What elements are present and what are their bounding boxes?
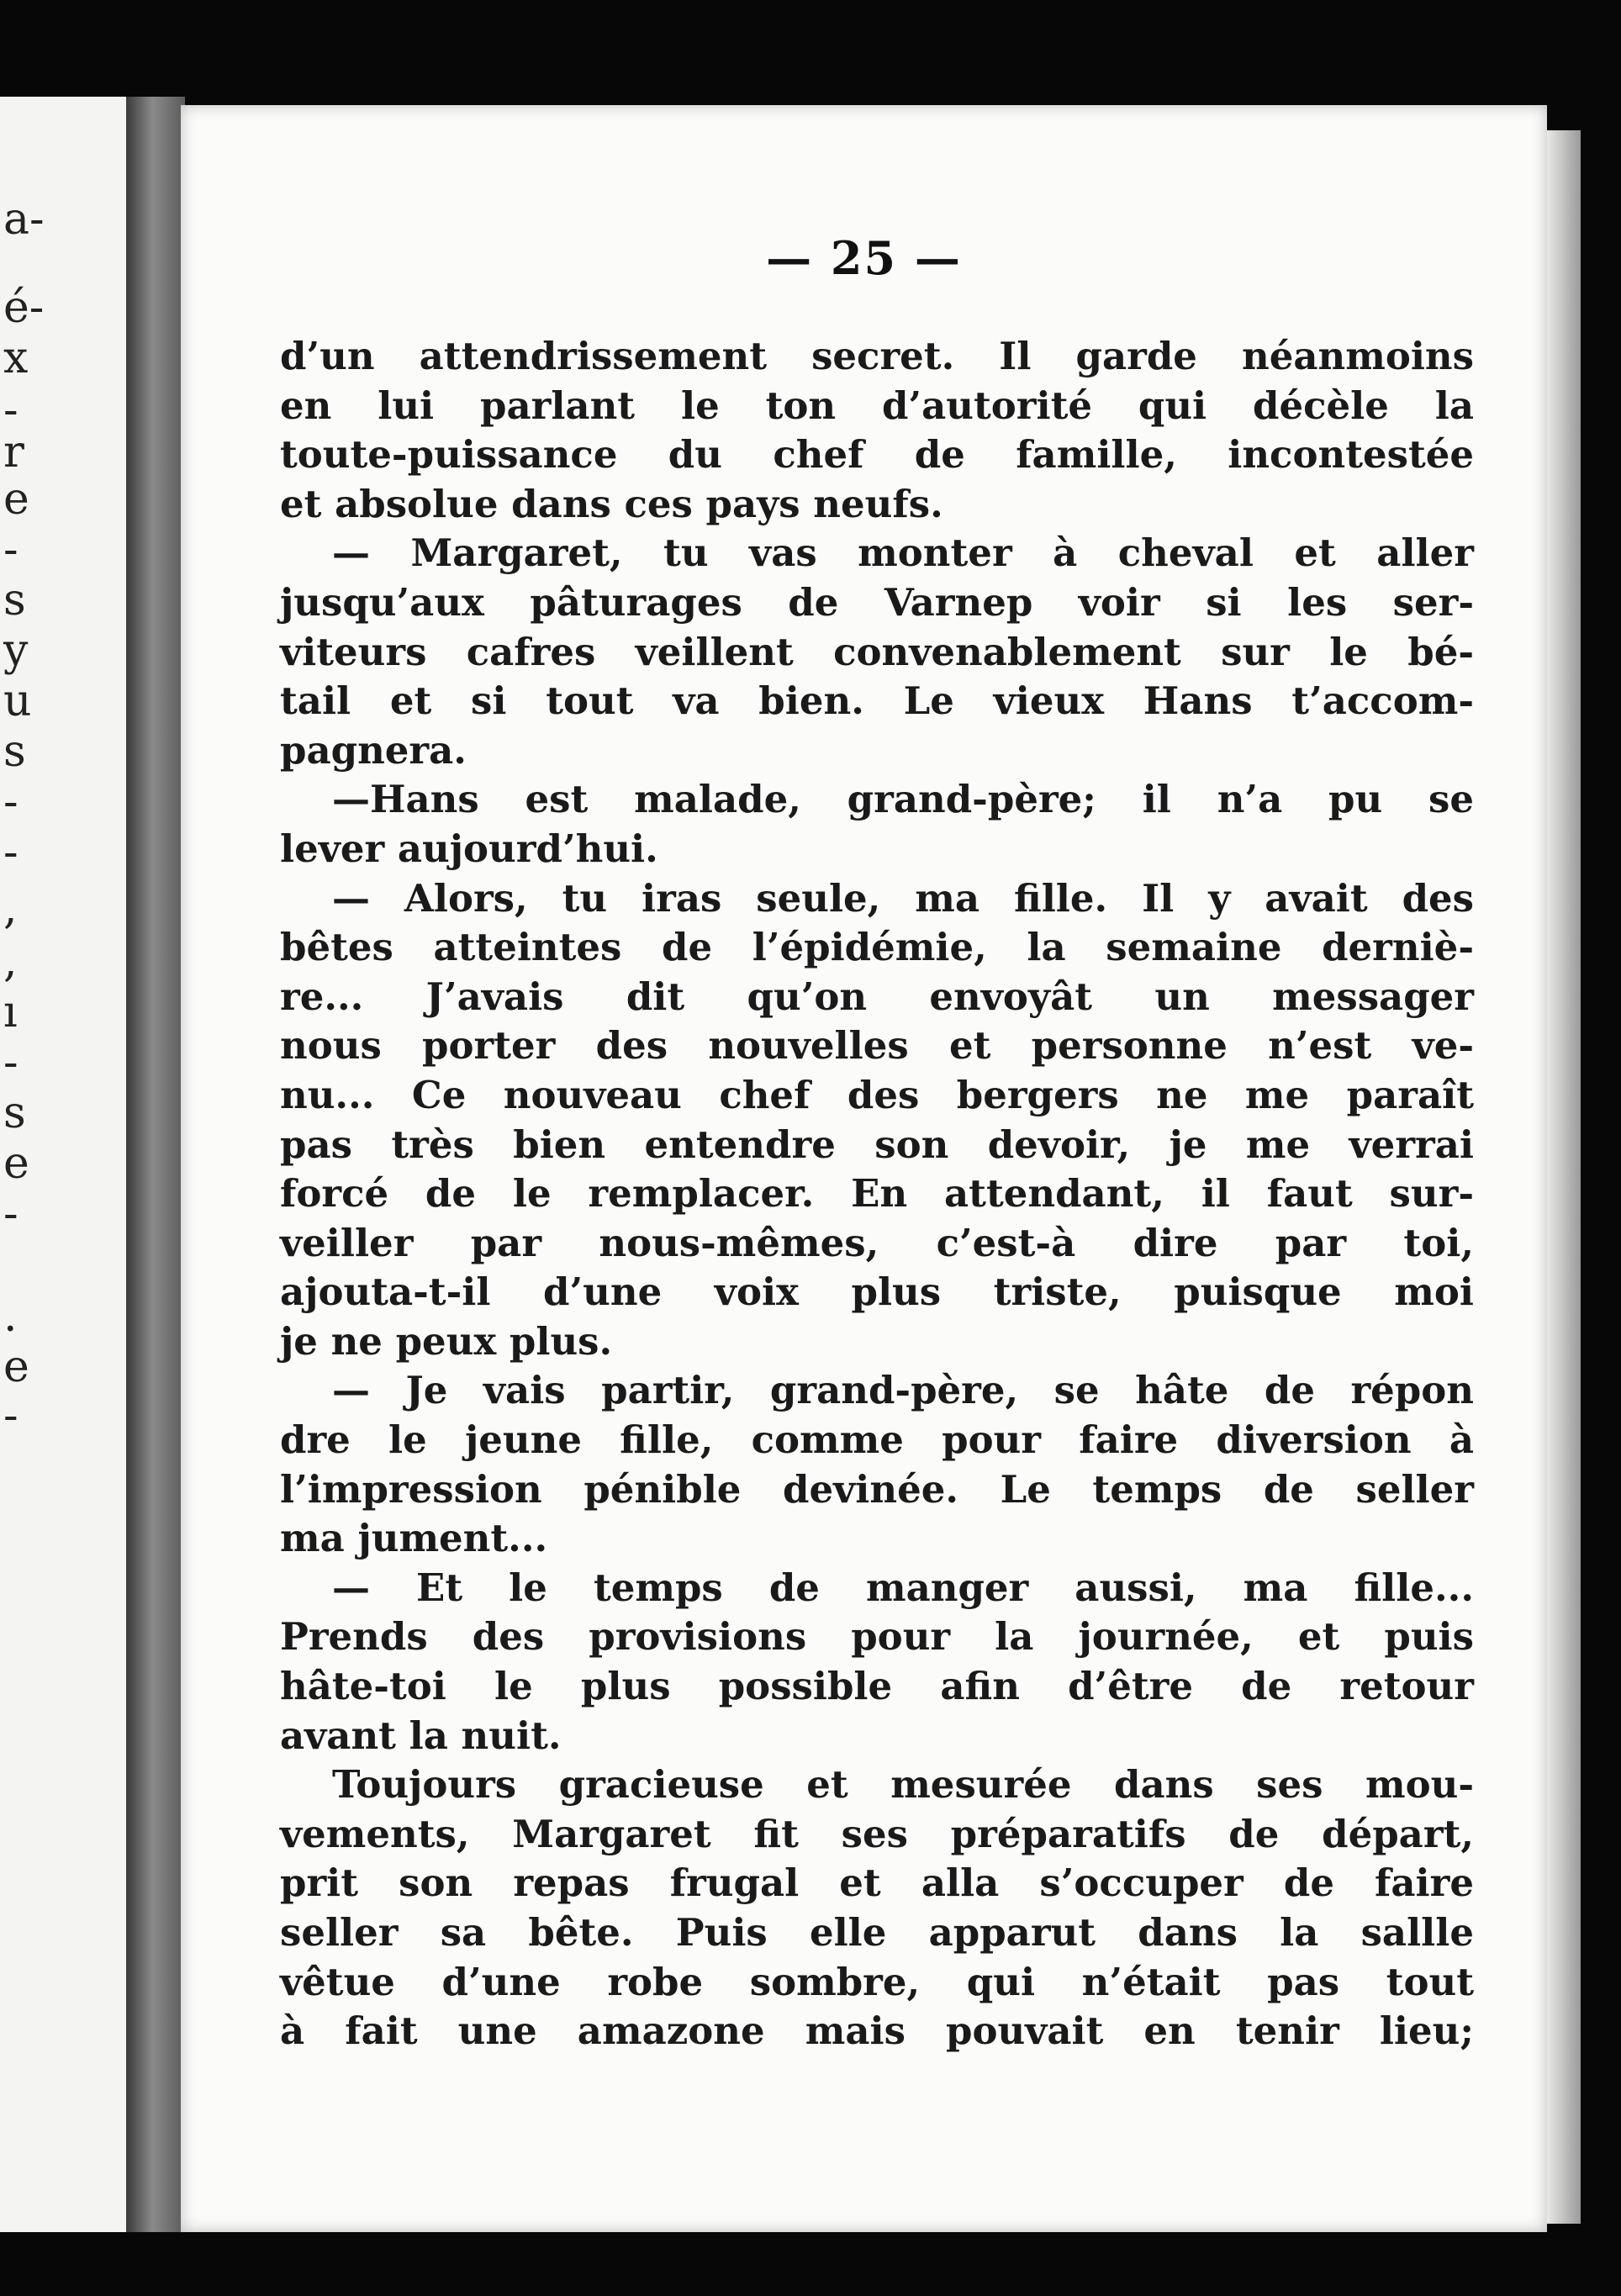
text-line: vements, Margaret fit ses préparatifs de départ,	[280, 1811, 1474, 1856]
page-text	[280, 332, 1474, 2056]
previous-page-fragment: s	[3, 1088, 26, 1138]
previous-page-fragment: y	[3, 625, 29, 676]
previous-page-fragment: ,	[3, 884, 18, 934]
text-line: forcé de le remplacer. En attendant, il faut sur-	[280, 1171, 1474, 1217]
text-line: — Alors, tu iras seule, ma fille. Il y avait des	[332, 875, 1474, 921]
text-line: ajouta-t-il d’une voix plus triste, puisque moi	[280, 1269, 1474, 1315]
text-line: toute-puissance du chef de famille, incontestée	[280, 432, 1474, 478]
previous-page-fragment: u	[3, 676, 32, 726]
text-line: lever aujourd’hui.	[280, 826, 658, 871]
text-line: Toujours gracieuse et mesurée dans ses mou-	[332, 1762, 1474, 1808]
previous-page-fragment: e	[3, 1342, 29, 1392]
text-line: prit son repas frugal et alla s’occuper de faire	[280, 1861, 1474, 1906]
book-page	[181, 105, 1547, 2232]
previous-page-fragment: ı	[3, 987, 18, 1037]
next-pages-edge	[1547, 130, 1581, 2224]
text-line: vêtue d’une robe sombre, qui n’était pas tout	[280, 1959, 1474, 2004]
previous-page-fragment: -	[3, 827, 18, 878]
text-line: dre le jeune fille, comme pour faire diversion à	[280, 1417, 1474, 1463]
text-line: seller sa bête. Puis elle apparut dans la sallle	[280, 1910, 1474, 1955]
text-line: re... J’avais dit qu’on envoyât un messager	[280, 974, 1474, 1019]
book-gutter	[126, 97, 185, 2232]
text-line: en lui parlant le ton d’autorité qui décèle la	[280, 383, 1474, 428]
previous-page-edge	[0, 97, 126, 2232]
text-line: —Hans est malade, grand-père; il n’a pu se	[332, 777, 1474, 822]
text-line: ma jument...	[280, 1516, 548, 1561]
previous-page-fragment: -	[3, 385, 18, 435]
text-line: bêtes atteintes de l’épidémie, la semaine derniè-	[280, 925, 1474, 970]
page-number: — 25 —	[766, 231, 962, 285]
previous-page-fragment: -	[3, 525, 18, 575]
previous-page-fragment: e	[3, 474, 29, 525]
previous-page-fragment: x	[3, 333, 29, 383]
text-line: nu... Ce nouveau chef des bergers ne me paraît	[280, 1072, 1474, 1117]
previous-page-fragment: ,	[3, 937, 18, 987]
text-line: pas très bien entendre son devoir, je me verrai	[280, 1122, 1474, 1167]
previous-page-fragment: s	[3, 726, 26, 777]
text-line: avant la nuit.	[280, 1713, 562, 1758]
previous-page-fragment: -	[3, 777, 18, 827]
previous-page-fragment: é-	[3, 282, 45, 333]
text-line: — Et le temps de manger aussi, ma fille...	[332, 1565, 1474, 1610]
text-line: veiller par nous-mêmes, c’est-à dire par toi,	[280, 1220, 1474, 1265]
text-line: Prends des provisions pour la journée, et puis	[280, 1614, 1474, 1660]
text-line: jusqu’aux pâturages de Varnep voir si les ser-	[280, 579, 1474, 625]
text-line: tail et si tout va bien. Le vieux Hans t’accom-	[280, 678, 1474, 724]
previous-page-fragment: -	[3, 1189, 18, 1239]
text-line: — Je vais partir, grand-père, se hâte de répon	[332, 1368, 1474, 1413]
text-line: à fait une amazone mais pouvait en tenir lieu;	[280, 2008, 1474, 2054]
previous-page-fragment: e	[3, 1138, 29, 1189]
text-line: l’impression pénible devinée. Le temps de seller	[280, 1466, 1474, 1512]
text-line: pagnera.	[280, 727, 467, 773]
previous-page-fragment: -	[3, 1037, 18, 1088]
previous-page-fragment: .	[3, 1291, 18, 1342]
text-line: viteurs cafres veillent convenablement sur le bé-	[280, 629, 1474, 674]
text-line: — Margaret, tu vas monter à cheval et aller	[332, 530, 1474, 576]
text-line: nous porter des nouvelles et personne n’est ve-	[280, 1023, 1474, 1069]
previous-page-fragment: -	[3, 1391, 18, 1441]
previous-page-fragment: a-	[3, 194, 45, 245]
text-line: hâte-toi le plus possible afin d’être de retour	[280, 1664, 1474, 1709]
text-line: je ne peux plus.	[280, 1318, 613, 1364]
text-line: et absolue dans ces pays neufs.	[280, 481, 943, 526]
previous-page-fragment: s	[3, 575, 26, 625]
previous-page-fragment: r	[3, 427, 24, 478]
text-line: d’un attendrissement secret. Il garde néanmoins	[280, 334, 1474, 378]
